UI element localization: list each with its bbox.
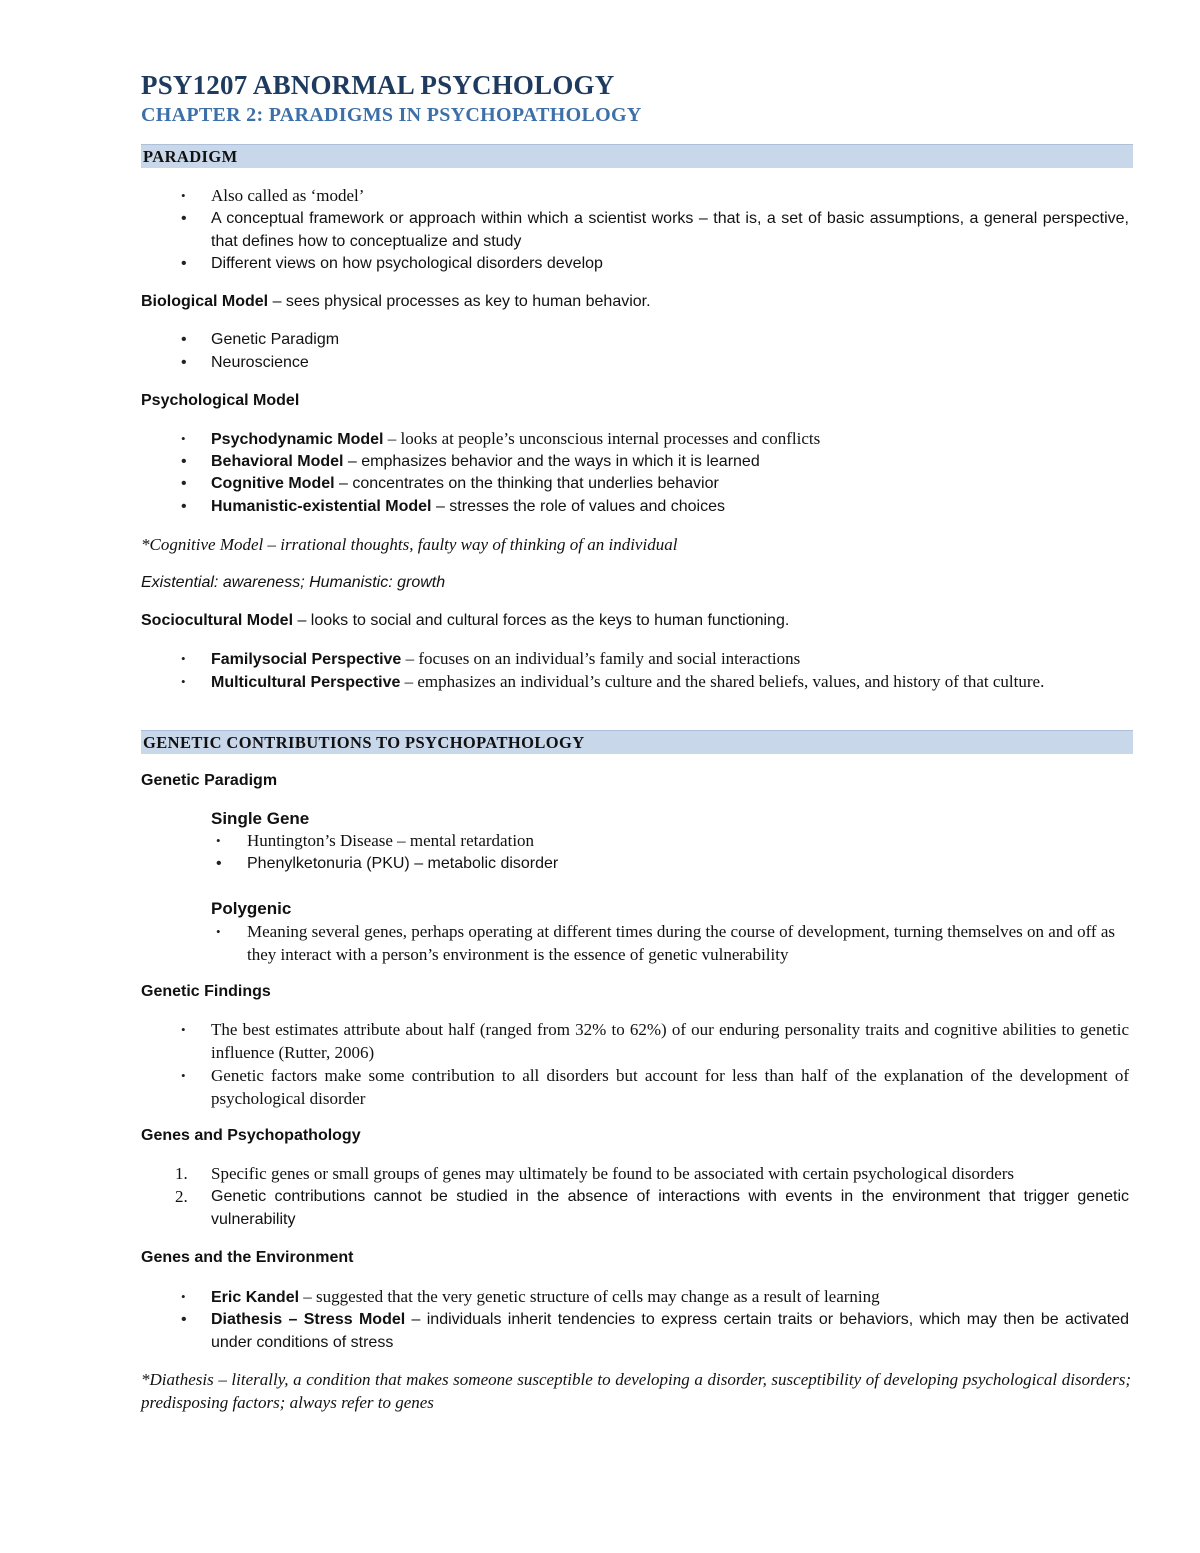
- genetic-paradigm-heading: Genetic Paradigm: [141, 772, 278, 789]
- bullet-icon: •: [181, 431, 186, 446]
- genetic-findings-heading: Genetic Findings: [141, 983, 271, 1000]
- bullet-icon: •: [181, 651, 186, 666]
- genes-psychopathology-heading: Genes and Psychopathology: [141, 1127, 361, 1144]
- bullet-icon: •: [181, 498, 187, 515]
- bullet-icon: •: [216, 833, 221, 848]
- list-item: Familysocial Perspective – focuses on an individual’s family and social interactions: [211, 649, 801, 668]
- bullet-icon: •: [181, 453, 187, 470]
- bullet-icon: •: [181, 354, 187, 371]
- list-item: Phenylketonuria (PKU) – metabolic disorder: [247, 855, 559, 872]
- existential-note: Existential: awareness; Humanistic: growth: [141, 574, 446, 591]
- list-item: Psychodynamic Model – looks at people’s unconscious internal processes and conflicts: [211, 429, 821, 448]
- list-item: Eric Kandel – suggested that the very genetic structure of cells may change as a result of learning: [211, 1287, 880, 1306]
- document-title: PSY1207 ABNORMAL PSYCHOLOGY: [141, 70, 615, 100]
- bullet-icon: •: [181, 331, 187, 348]
- polygenic-heading: Polygenic: [211, 899, 292, 918]
- genes-environment-heading: Genes and the Environment: [141, 1249, 354, 1266]
- sociocultural-model-line: Sociocultural Model – looks to social and cultural forces as the keys to human functioning.: [141, 612, 790, 629]
- list-item: Genetic factors make some contribution to all disorders but account for less than half of the explanation of the development of psychological disorder: [211, 1066, 1129, 1108]
- bullet-icon: •: [216, 924, 221, 939]
- list-item: A conceptual framework or approach within which a scientist works – that is, a set of basic assumptions, a general perspective, that defines how to conceptualize and study: [211, 210, 1129, 250]
- bullet-icon: •: [181, 1311, 187, 1328]
- biological-model-desc: – sees physical processes as key to human behavior.: [268, 293, 651, 310]
- bullet-icon: •: [181, 188, 186, 203]
- list-item: The best estimates attribute about half (ranged from 32% to 62%) of our enduring personality traits and cognitive abilities to genetic influence (Rutter, 2006): [211, 1020, 1129, 1062]
- list-item: Multicultural Perspective – emphasizes an individual’s culture and the shared beliefs, values, and history of that culture.: [211, 672, 1045, 691]
- chapter-subtitle: CHAPTER 2: PARADIGMS IN PSYCHOPATHOLOGY: [141, 104, 642, 126]
- list-number: 2.: [175, 1187, 188, 1206]
- bullet-icon: •: [216, 855, 222, 872]
- list-number: 1.: [175, 1164, 188, 1183]
- bullet-icon: •: [181, 1068, 186, 1083]
- bullet-icon: •: [181, 674, 186, 689]
- diathesis-note: *Diathesis – literally, a condition that makes someone susceptible to developing a disorder, susceptibility of developing psychological disorders; predisposing factors; always refer to genes: [141, 1370, 1131, 1412]
- bullet-icon: •: [181, 475, 187, 492]
- list-item: Meaning several genes, perhaps operating at different times during the course of development, turning themselves on and off as they interact with a person’s environment is the essence of genetic vulnerability: [247, 922, 1116, 964]
- list-item: Genetic Paradigm: [211, 331, 340, 348]
- biological-model-term: Biological Model: [141, 293, 269, 310]
- cognitive-note: *Cognitive Model – irrational thoughts, faulty way of thinking of an individual: [141, 535, 678, 554]
- section-heading-paradigm: PARADIGM: [141, 144, 1133, 168]
- bullet-icon: •: [181, 255, 187, 272]
- list-item: Also called as ‘model’: [211, 186, 365, 205]
- list-item: Cognitive Model – concentrates on the thinking that underlies behavior: [211, 475, 719, 492]
- psychological-model-heading: Psychological Model: [141, 392, 300, 409]
- bullet-icon: •: [181, 210, 187, 227]
- list-item: Specific genes or small groups of genes may ultimately be found to be associated with certain psychological disorders: [211, 1164, 1015, 1183]
- list-item: Behavioral Model – emphasizes behavior and the ways in which it is learned: [211, 453, 760, 470]
- biological-model-line: [141, 291, 1131, 314]
- bullet-icon: •: [181, 1289, 186, 1304]
- list-item: Neuroscience: [211, 354, 309, 371]
- list-item: Genetic contributions cannot be studied in the absence of interactions with events in the environment that trigger genetic vulnerability: [211, 1188, 1129, 1228]
- single-gene-heading: Single Gene: [211, 809, 310, 828]
- bullet-icon: •: [181, 1022, 186, 1037]
- section-heading-genetic-contributions: GENETIC CONTRIBUTIONS TO PSYCHOPATHOLOGY: [141, 730, 1133, 754]
- list-item: Huntington’s Disease – mental retardation: [247, 831, 535, 850]
- list-item: Humanistic-existential Model – stresses the role of values and choices: [211, 498, 725, 515]
- list-item: Diathesis – Stress Model – individuals inherit tendencies to express certain traits or behaviors, which may then be activated under conditions of stress: [211, 1311, 1129, 1351]
- list-item: Different views on how psychological disorders develop: [211, 255, 603, 272]
